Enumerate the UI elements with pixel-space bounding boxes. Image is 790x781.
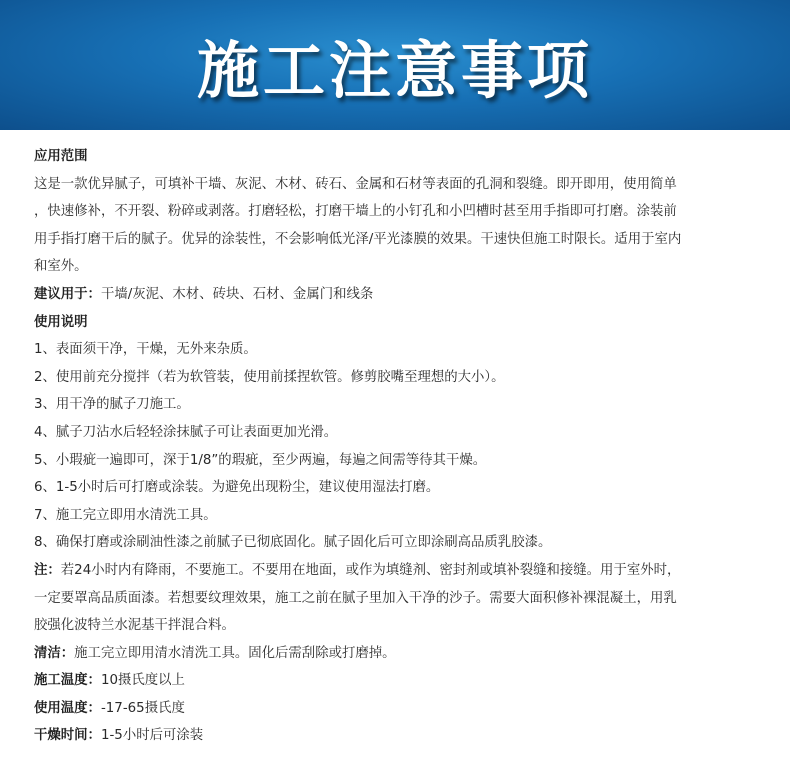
usage-step: 2、使用前充分搅拌（若为软管装，使用前揉捏软管。修剪胶嘴至理想的大小）。 [34, 369, 505, 385]
suggest-label: 建议用于： [34, 286, 101, 302]
dry-time-label: 干燥时间： [34, 728, 101, 744]
usage-heading: 使用说明 [34, 314, 88, 330]
apply-temp-row [34, 667, 756, 695]
apply-temp-text: 10摄氏度以上 [100, 673, 185, 689]
dry-time-text: 1-5小时后可涂装 [100, 728, 204, 744]
scope-line: ，快速修补，不开裂、粉碎或剥落。打磨轻松，打磨干墙上的小钉孔和小凹槽时甚至用手指即可打磨。涂装前 [34, 204, 677, 220]
note-line: 胶强化波特兰水泥基干拌混合料。 [34, 618, 235, 634]
usage-step: 6、1-5小时后可打磨或涂装。为避免出现粉尘，建议使用湿法打磨。 [34, 480, 440, 496]
note-label: 注： [34, 562, 61, 578]
scope-heading: 应用范围 [34, 149, 88, 164]
suggest-text: 干墙/灰泥、木材、砖块、石材、金属门和线条 [100, 286, 374, 302]
usage-step: 3、用干净的腻子刀施工。 [34, 397, 190, 413]
clean-label: 清洁： [34, 645, 75, 661]
use-temp-text: -17-65摄氏度 [100, 700, 185, 716]
use-temp-label: 使用温度： [34, 700, 101, 716]
notes-content [0, 130, 790, 750]
use-temp-row [34, 695, 756, 723]
page-title: 施工注意事项 [196, 33, 593, 107]
usage-step: 5、小瑕疵一遍即可，深于1/8”的瑕疵，至少两遍，每遍之间需等待其干燥。 [34, 452, 487, 468]
dry-time-row [34, 722, 756, 750]
clean-row [34, 640, 756, 668]
note-line: 若24小时内有降雨，不要施工。不要用在地面，或作为填缝剂、密封剂或填补裂缝和接缝。用于室外时， [60, 562, 681, 578]
apply-temp-label: 施工温度： [34, 673, 101, 689]
usage-step: 4、腻子刀沾水后轻轻涂抹腻子可让表面更加光滑。 [34, 424, 338, 440]
usage-step: 1、表面须干净，干燥，无外来杂质。 [34, 342, 257, 358]
usage-step: 7、施工完立即用水清洗工具。 [34, 507, 217, 523]
usage-step: 8、确保打磨或涂刷油性漆之前腻子已彻底固化。腻子固化后可立即涂刷高品质乳胶漆。 [34, 535, 552, 551]
scope-line: 和室外。 [34, 259, 88, 275]
suggest-row [34, 281, 756, 309]
scope-line: 这是一款优异腻子，可填补干墙、灰泥、木材、砖石、金属和石材等表面的孔洞和裂缝。即开即用，使用简单 [34, 176, 677, 192]
note-row [34, 557, 756, 585]
scope-line: 用手指打磨干后的腻子。优异的涂装性，不会影响低光泽/平光漆膜的效果。干速快但施工时限长。适用于室内 [34, 231, 682, 247]
clean-text: 施工完立即用清水清洗工具。固化后需刮除或打磨掉。 [74, 645, 396, 661]
title-banner [0, 0, 790, 130]
note-line: 一定要罩高品质面漆。若想要纹理效果，施工之前在腻子里加入干净的沙子。需要大面积修补裸混凝土，用乳 [34, 590, 677, 606]
